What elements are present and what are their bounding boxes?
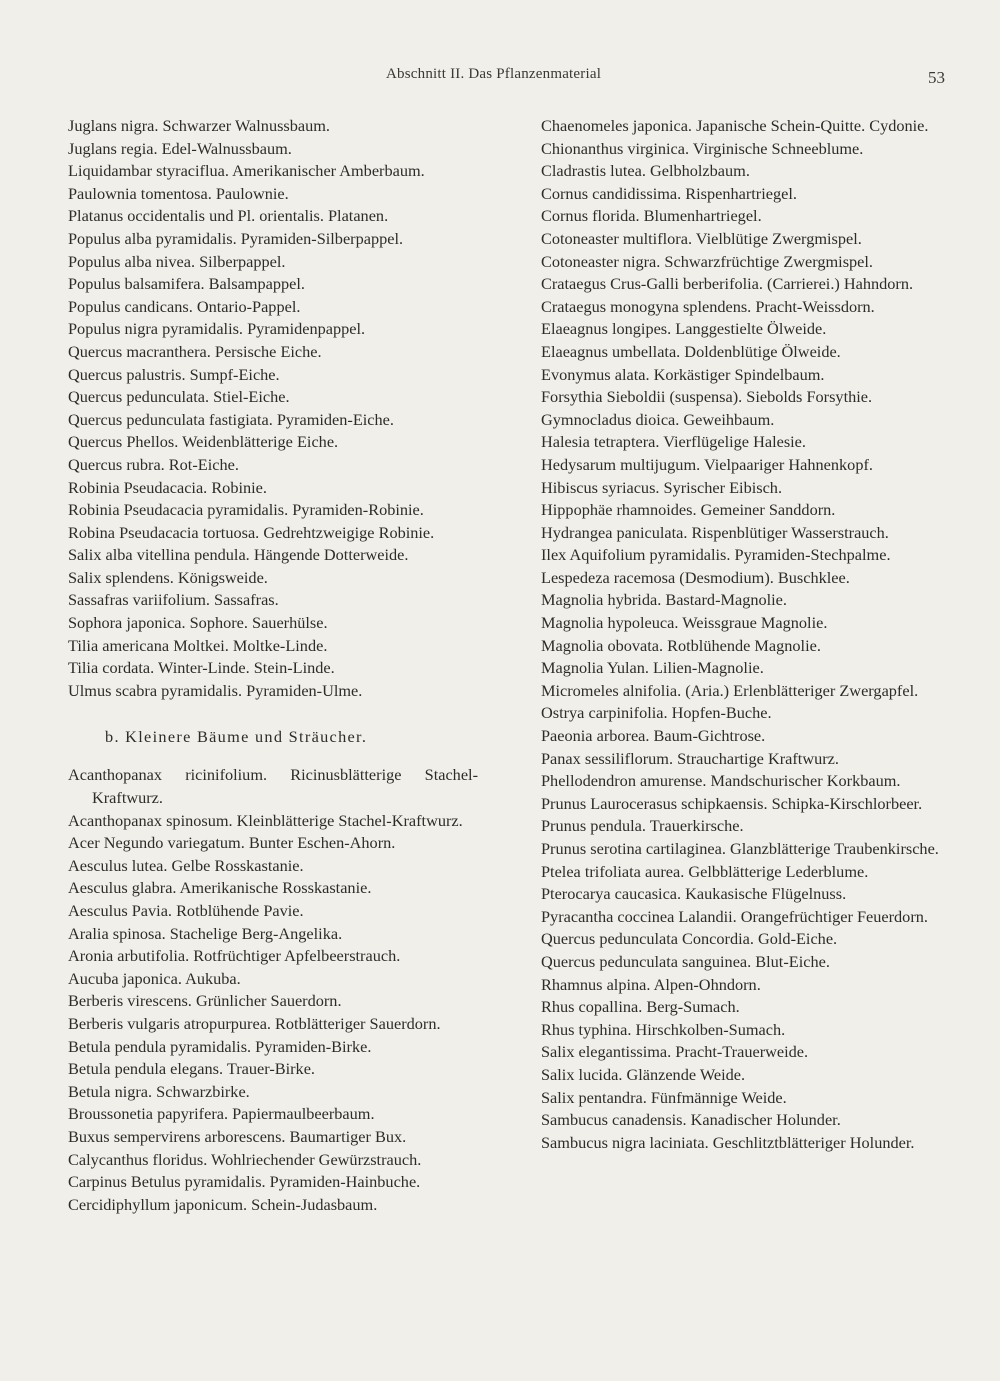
list-item: Pterocarya caucasica. Kaukasische Flügelnuss.	[541, 884, 847, 904]
list-item: Cercidiphyllum japonicum. Schein-Judasbaum.	[68, 1194, 378, 1214]
list-item: Sambucus canadensis. Kanadischer Holunder.	[541, 1110, 841, 1130]
list-item: Aesculus Pavia. Rotblühende Pavie.	[68, 901, 304, 920]
list-item: Phellodendron amurense. Mandschurischer Korkbaum.	[541, 771, 901, 791]
list-item: Carpinus Betulus pyramidalis. Pyramiden-Hainbuche.	[68, 1172, 421, 1192]
list-item: Quercus palustris. Sumpf-Eiche.	[68, 364, 280, 384]
list-item: Magnolia obovata. Rotblühende Magnolie.	[541, 635, 821, 655]
list-item: Evonymus alata. Korkästiger Spindelbaum.	[541, 364, 825, 384]
list-item: Robinia Pseudacacia. Robinie.	[68, 477, 267, 497]
section-heading: b. Kleinere Bäume und Sträucher.	[105, 727, 368, 747]
list-item: Populus balsamifera. Balsampappel.	[68, 274, 305, 294]
shrub-list	[68, 764, 478, 1216]
list-item: Panax sessiliflorum. Strauchartige Kraftwurz.	[541, 748, 839, 768]
list-item: Betula nigra. Schwarzbirke.	[68, 1081, 250, 1101]
list-item: Robinia Pseudacacia pyramidalis. Pyramiden-Robinie.	[68, 500, 424, 520]
list-item: Platanus occidentalis und Pl. orientalis. Platanen.	[68, 206, 389, 226]
list-item: Quercus pedunculata. Stiel-Eiche.	[68, 387, 290, 407]
list-item: Elaeagnus longipes. Langgestielte Ölweide.	[541, 319, 827, 339]
list-item: Juglans regia. Edel-Walnussbaum.	[68, 138, 292, 158]
list-item: Berberis virescens. Grünlicher Sauerdorn.	[68, 991, 342, 1011]
list-item: Hippophäe rhamnoides. Gemeiner Sanddorn.	[541, 500, 836, 520]
list-item: Betula pendula elegans. Trauer-Birke.	[68, 1059, 315, 1079]
list-item: Quercus pedunculata sanguinea. Blut-Eiche.	[541, 951, 830, 971]
list-item: Acanthopanax spinosum. Kleinblätterige Stachel-Kraftwurz.	[68, 810, 463, 830]
list-item: Elaeagnus umbellata. Doldenblütige Ölweide.	[541, 341, 841, 361]
list-item: Pyracantha coccinea Lalandii. Orangefrüchtiger Feuerdorn.	[541, 906, 928, 926]
list-item: Acanthopanax ricinifolium. Ricinusblätterige Stachel-Kraftwurz.	[68, 765, 478, 808]
list-item: Magnolia Yulan. Lilien-Magnolie.	[541, 658, 764, 678]
list-item: Aucuba japonica. Aukuba.	[68, 968, 241, 988]
list-item: Cornus candidissima. Rispenhartriegel.	[541, 183, 797, 203]
list-item: Cotoneaster nigra. Schwarzfrüchtige Zwergmispel.	[541, 251, 874, 271]
list-item: Aralia spinosa. Stachelige Berg-Angelika.	[68, 923, 343, 943]
list-item: Salix pentandra. Fünfmännige Weide.	[541, 1087, 787, 1107]
list-item: Buxus sempervirens arborescens. Baumartiger Bux.	[68, 1126, 407, 1146]
list-item: Quercus macranthera. Persische Eiche.	[68, 341, 322, 361]
list-item: Berberis vulgaris atropurpurea. Rotblätteriger Sauerdorn.	[68, 1013, 441, 1033]
list-item: Quercus Phellos. Weidenblätterige Eiche.	[68, 432, 339, 452]
list-item: Populus nigra pyramidalis. Pyramidenpappel.	[68, 319, 366, 339]
page-number: 53	[928, 68, 945, 87]
list-item: Salix alba vitellina pendula. Hängende Dotterweide.	[68, 545, 409, 565]
left-column	[68, 115, 478, 1216]
list-item: Populus candicans. Ontario-Pappel.	[68, 296, 301, 316]
list-item: Salix lucida. Glänzende Weide.	[541, 1064, 746, 1084]
list-item: Sophora japonica. Sophore. Sauerhülse.	[68, 613, 328, 633]
list-item: Hibiscus syriacus. Syrischer Eibisch.	[541, 477, 783, 497]
list-item: Quercus rubra. Rot-Eiche.	[68, 454, 239, 474]
list-item: Cornus florida. Blumenhartriegel.	[541, 206, 762, 226]
list-item: Prunus pendula. Trauerkirsche.	[541, 816, 744, 836]
list-item: Juglans nigra. Schwarzer Walnussbaum.	[68, 116, 330, 135]
list-item: Prunus Laurocerasus schipkaensis. Schipka-Kirschlorbeer.	[541, 793, 923, 813]
list-item: Chaenomeles japonica. Japanische Schein-Quitte. Cydonie.	[541, 116, 929, 135]
list-item: Ilex Aquifolium pyramidalis. Pyramiden-Stechpalme.	[541, 545, 891, 565]
list-item: Quercus pedunculata Concordia. Gold-Eiche.	[541, 929, 838, 949]
list-item: Crataegus Crus-Galli berberifolia. (Carrierei.) Hahndorn.	[541, 274, 914, 294]
list-item: Sambucus nigra laciniata. Geschlitztblätteriger Holunder.	[541, 1132, 915, 1152]
list-item: Halesia tetraptera. Vierflügelige Halesie.	[541, 432, 806, 452]
list-item: Rhus copallina. Berg-Sumach.	[541, 997, 740, 1017]
list-item: Paulownia tomentosa. Paulownie.	[68, 183, 289, 203]
list-item: Ostrya carpinifolia. Hopfen-Buche.	[541, 703, 772, 723]
list-item: Populus alba nivea. Silberpappel.	[68, 251, 286, 271]
list-item: Lespedeza racemosa (Desmodium). Buschklee.	[541, 567, 850, 587]
list-item: Calycanthus floridus. Wohlriechender Gewürzstrauch.	[68, 1149, 422, 1169]
list-item: Broussonetia papyrifera. Papiermaulbeerbaum.	[68, 1104, 375, 1124]
list-item: Tilia americana Moltkei. Moltke-Linde.	[68, 635, 328, 655]
list-item: Gymnocladus dioica. Geweihbaum.	[541, 409, 775, 429]
list-item: Acer Negundo variegatum. Bunter Eschen-Ahorn.	[68, 833, 396, 853]
list-item: Magnolia hypoleuca. Weissgraue Magnolie.	[541, 613, 828, 633]
list-item: Cotoneaster multiflora. Vielblütige Zwergmispel.	[541, 228, 862, 248]
list-item: Aronia arbutifolia. Rotfrüchtiger Apfelbeerstrauch.	[68, 946, 401, 966]
list-item: Forsythia Sieboldii (suspensa). Siebolds Forsythie.	[541, 387, 873, 407]
list-item: Liquidambar styraciflua. Amerikanischer Amberbaum.	[68, 161, 425, 181]
list-item: Aesculus lutea. Gelbe Rosskastanie.	[68, 855, 304, 875]
list-item: Aesculus glabra. Amerikanische Rosskastanie.	[68, 878, 372, 898]
list-item: Populus alba pyramidalis. Pyramiden-Silberpappel.	[68, 228, 404, 248]
list-item: Salix elegantissima. Pracht-Trauerweide.	[541, 1042, 809, 1062]
shrub-list-continued	[541, 115, 953, 1154]
list-item: Quercus pedunculata fastigiata. Pyramiden-Eiche.	[68, 409, 394, 429]
tree-list-continued	[68, 115, 478, 702]
list-item: Paeonia arborea. Baum-Gichtrose.	[541, 726, 766, 746]
list-item: Tilia cordata. Winter-Linde. Stein-Linde.	[68, 658, 335, 678]
list-item: Sassafras variifolium. Sassafras.	[68, 590, 279, 610]
list-item: Prunus serotina cartilaginea. Glanzblätterige Traubenkirsche.	[541, 839, 939, 858]
list-item: Magnolia hybrida. Bastard-Magnolie.	[541, 590, 787, 610]
list-item: Hedysarum multijugum. Vielpaariger Hahnenkopf.	[541, 454, 873, 474]
list-item: Crataegus monogyna splendens. Pracht-Weissdorn.	[541, 296, 875, 316]
list-item: Hydrangea paniculata. Rispenblütiger Wasserstrauch.	[541, 522, 889, 542]
right-column	[541, 115, 953, 1154]
list-item: Robina Pseudacacia tortuosa. Gedrehtzweigige Robinie.	[68, 522, 435, 542]
list-item: Chionanthus virginica. Virginische Schneeblume.	[541, 138, 864, 158]
list-item: Cladrastis lutea. Gelbholzbaum.	[541, 161, 750, 181]
list-item: Ulmus scabra pyramidalis. Pyramiden-Ulme.	[68, 680, 363, 700]
list-item: Salix splendens. Königsweide.	[68, 567, 268, 587]
list-item: Micromeles alnifolia. (Aria.) Erlenblätteriger Zwergapfel.	[541, 680, 919, 700]
running-head	[0, 66, 1000, 90]
list-item: Rhamnus alpina. Alpen-Ohndorn.	[541, 974, 761, 994]
running-title: Abschnitt II. Das Pflanzenmaterial	[386, 66, 602, 82]
list-item: Ptelea trifoliata aurea. Gelbblätterige Lederblume.	[541, 861, 869, 881]
list-item: Rhus typhina. Hirschkolben-Sumach.	[541, 1019, 786, 1039]
list-item: Betula pendula pyramidalis. Pyramiden-Birke.	[68, 1036, 372, 1056]
